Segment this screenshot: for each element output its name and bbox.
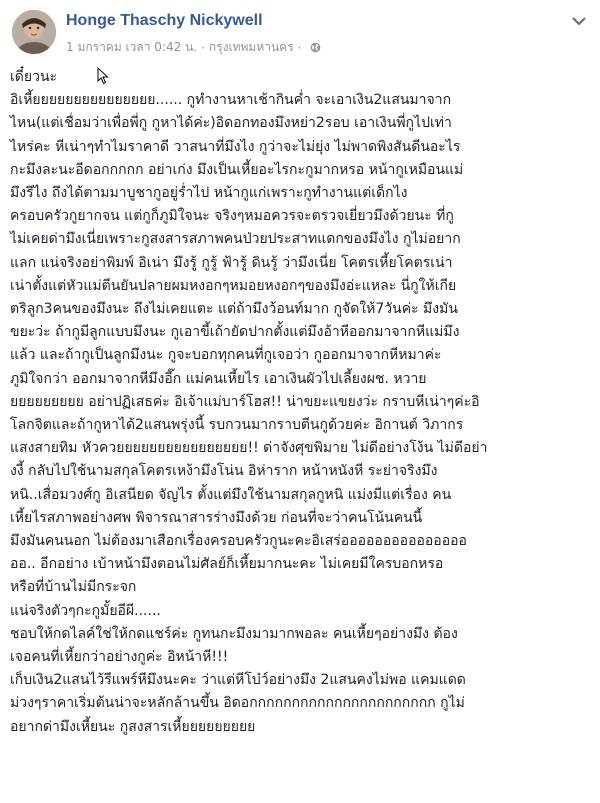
mouse-cursor-icon (97, 67, 109, 85)
post-line: ยยยยยยยยย อย่าปฏิเสธค่ะ อิเจ้าแม่บาร์โฮส!! น่าขยะแขยงว่ะ กราบหีเน่าๆค่ะอิ (10, 393, 480, 410)
post-line: ขยะว่ะ ถ้ากูมีลูกแบบมึงนะ กูเอาขี้เถ้ายัดปากตั้งแต่มึงอ้าหีออกมาจากหีแม่มึง (10, 324, 460, 341)
post-line: ตริลูก3คนของมึงนะ ถึงไม่เคยแตะ แต่ถ้ามึงว้อนท์มาก กูจัดให้7วันค่ะ มึงมัน (10, 301, 458, 318)
post-line: ม่วงๆราคาเริ่มต้นน่าจะหลักล้านขึ้น อิดอกกกกกกกกกกกกกกกกกกกกกก กูไม่ (10, 695, 465, 712)
globe-icon[interactable] (310, 42, 321, 53)
post-line: แลก แน่จริงอย่าพิมพ์ อิเน่า มึงรู้ กูรู้ ฟ้ารู้ ดินรู้ ว่ามึงเนี่ย โคตรเหี้ยโคตรเน่า (10, 254, 453, 271)
post-line: แสงสายทิม หัวควยยยยยยยยยยยยยยยย!! ด่าจังศุขพิมาย ไม่ดีอย่างโง้น ไม่ดีอย่า (10, 440, 488, 457)
post-meta (66, 38, 321, 57)
post-line: เหี้ยไรสภาพอย่างศพ พิจารณาสารร่างมึงด้วย ก่อนที่จะว่าคนโน้นคนนี้ (10, 509, 423, 526)
post-line: เจอคนที่เหี้ยกว่าอย่างกูค่ะ อิหน้าหี!!! (10, 649, 229, 666)
author-name[interactable]: Honge Thaschy Nickywell (66, 12, 263, 29)
post-line: งงี้ กลับไปใช้นามสกุลโคตรเหง้ามึงโน่น อิห่าราก หน้าหนังหี ระย่าจริงมึง (10, 463, 438, 480)
post-line: ไหน(แต่เชื่อมว่าเพื่อพี่กู กูหาได้ค่ะ)อิดอกทองมึงหย่า2รอบ เอาเงินพี่กูไปเท่า (10, 115, 452, 132)
post-line: เดี๋ยวนะ (10, 69, 58, 85)
post-line: ครอบครัวกูยากจน แต่กูก็ภูมิใจนะ จริงๆหมอควรจะตรวจเยี่ยวมึงด้วยนะ ที่กู (10, 208, 454, 225)
post-line: เก็บเงิน2แสนไว้รีแพร์หีมึงนะคะ ว่าแต่หีโบ๋ว์อย่างมึง 2แสนคงไม่พอ แคมแดด (10, 672, 466, 689)
post-line: ชอบให้กดไลค์ใช่ให้กดแชร์ค่ะ กูทนกะมึงมามากพอละ คนเหี้ยๆอย่างมึง ต้อง (10, 625, 458, 642)
post-line: แล้ว และถ้ากูเป็นลูกมึงนะ กูจะบอกทุกคนที่กูเจอว่า กูออกมาจากหีหมาค่ะ (10, 347, 442, 364)
post-text (10, 66, 590, 739)
post-line: โลกจิตและถ้ากูหาได้2แสนพรุ่งนี้ รบกวนมากราบตีนกูด้วยค่ะ อิกานต์ วิภากร (10, 417, 464, 434)
chevron-down-icon[interactable] (572, 16, 586, 26)
post-line: ไม่เคยด่ามึงเนี่ยเพราะกูสงสารสภาพคนป่วยประสาทแดกของมึงไง กูไม่อยาก (10, 231, 461, 248)
post-line: หรือที่บ้านไม่มีกระจก (10, 579, 137, 596)
post-line: อิเหี้ยยยยยยยยยยยยยยย...... กูทำงานหาเช้ากินค่ำ จะเอาเงิน2แสนมาจาก (10, 92, 452, 109)
post-line: มึงรึไง ถึงได้ตามมาบูชากูอยู่ร่ำไป หน้ากูแก่เพราะกูทำงานแต่เด็กไง (10, 185, 408, 202)
post-header (0, 0, 600, 62)
post-line: กะมึงละนะอีดอกกกกก อย่าเก่ง มึงเป็นเหี้ยอะไรกะกูมากหรอ หน้ากูเหมือนแม่ (10, 161, 464, 178)
post-line: ออ.. อีกอย่าง เบ้าหน้ามึงตอนไม่ศัลย์ก็เหี้ยมากนะคะ ไม่เคยมีใครบอกหรอ (10, 556, 444, 573)
post-line: ภูมิใจกว่า ออกมาจากหีมึงอี๊ก แม่คนเหี้ยไร เอาเงินผัวไปเลี้ยงผช. หวาย (10, 370, 427, 387)
post-timestamp[interactable]: 1 มกราคม เวลา 0:42 น. (66, 40, 198, 54)
post-line: หนิ..เสื่อมวงศ์กู อิเสนียด จัญไร ตั้งแต่มึงใช้นามสกุลกูหนิ แม่งมีแต่เรื่อง คน (10, 486, 452, 503)
post-line: อยากด่ามึงเหี้ยนะ กูสงสารเหี้ยยยยยยยยย (10, 718, 256, 735)
post-line: มึงมันคนนอก ไม่ต้องมาเสือกเรื่องครอบครัวกูนะคะอิเสร่อออออออออออออออ (10, 533, 467, 550)
post-line: แน่จริงตัวๆกะกูมั้ยอีผี...... (10, 602, 161, 619)
avatar-image (12, 10, 56, 54)
meta-separator: · (201, 40, 205, 55)
post-location[interactable]: กรุงเทพมหานคร (208, 40, 294, 54)
post-line: ไหร่คะ หีเน่าๆทำไมราคาดี วาสนาที่มึงไง กูว่าจะไม่ยุ่ง ไม่พาดพิงสันดีนอะไร (10, 138, 461, 155)
meta-separator: · (297, 40, 302, 55)
post-line: เน่าตั้งแต่หัวแม่ตีนยันปลายผมหงอกๆหมอยหงอกๆของมึงอ่ะแหละ นี่กูให้เกีย (10, 277, 457, 294)
avatar[interactable] (12, 10, 56, 54)
